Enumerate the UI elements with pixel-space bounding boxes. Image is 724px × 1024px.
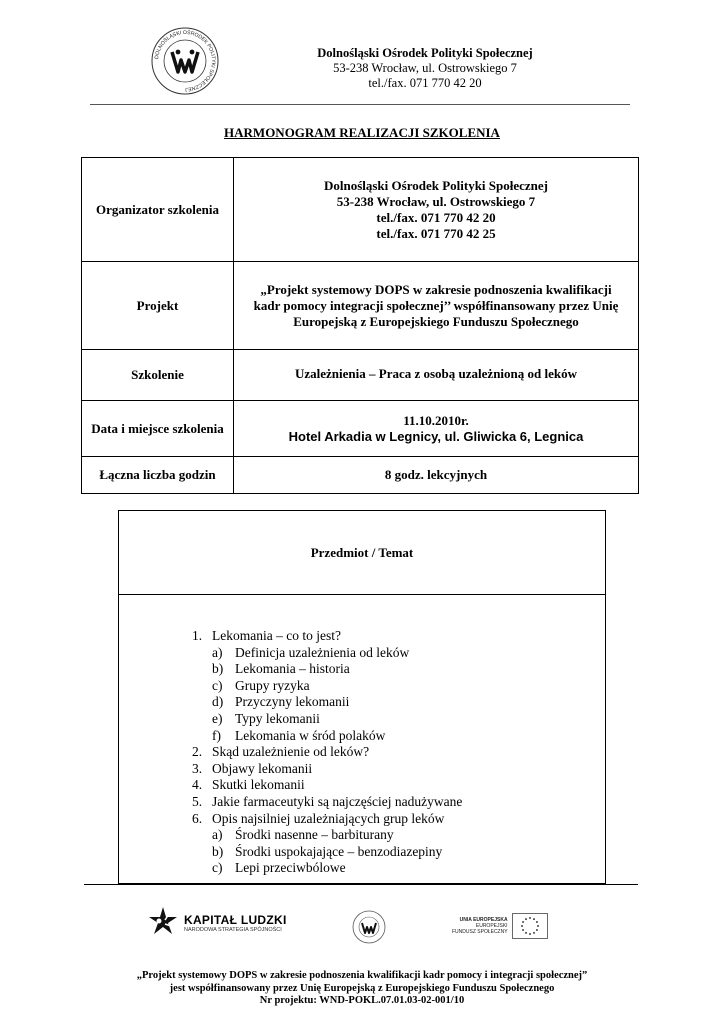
subitem-text: Środki nasenne – barbiturany <box>235 827 394 843</box>
project-label: Projekt <box>82 262 234 350</box>
topic-number: 1. <box>192 628 203 643</box>
eu-line3: FUNDUSZ SPOŁECZNY <box>452 929 508 935</box>
eu-flag-icon <box>512 913 548 939</box>
svg-text:DOLNOŚLĄSKI OŚRODEK POLITYKI S <box>154 28 216 92</box>
topic-subitem <box>192 694 462 711</box>
eu-line2: EUROPEJSKI <box>475 923 508 929</box>
organizer-phone1: tel./fax. 071 770 42 20 <box>376 209 496 225</box>
topic-item <box>192 744 462 761</box>
eu-star <box>522 929 524 931</box>
training-label: Szkolenie <box>82 350 234 401</box>
topic-text: Opis najsilniej uzależniających grup leków <box>212 810 445 826</box>
subitem-text: Lekomania w śród polaków <box>235 727 386 743</box>
topics-heading: Przedmiot / Temat <box>119 511 605 595</box>
footer-line1: „Projekt systemowy DOPS w zakresie podnoszenia kwalifikacji kadr pomocy i integracji społecznej” <box>136 970 588 981</box>
topic-number: 6. <box>192 810 203 826</box>
date-text: 11.10.2010r. <box>403 412 469 428</box>
topic-subitem <box>192 645 462 662</box>
subitem-letter: a) <box>212 644 223 660</box>
topic-number: 5. <box>192 793 203 809</box>
subitem-letter: f) <box>212 727 221 743</box>
eu-star <box>535 921 537 923</box>
subitem-letter: b) <box>212 661 224 677</box>
seal-text: DOLNOŚLĄSKI OŚRODEK POLITYKI SPOŁECZNEJ <box>154 29 217 93</box>
hours-value: 8 godz. lekcyjnych <box>234 457 639 494</box>
topic-text: Objawy lekomanii <box>212 760 313 776</box>
footer-block <box>0 970 724 1008</box>
info-table <box>81 157 639 494</box>
subitem-letter: c) <box>212 677 223 693</box>
eu-logo <box>452 913 548 939</box>
eu-star <box>522 921 524 923</box>
subitem-text: Grupy ryzyka <box>235 677 310 693</box>
topic-subitem <box>192 844 462 861</box>
subitem-text: Przyczyny lekomanii <box>235 694 350 710</box>
eu-star <box>525 932 527 934</box>
subitem-letter: c) <box>212 860 223 876</box>
dops-logo <box>150 26 220 96</box>
topic-item <box>192 794 462 811</box>
row-hours <box>82 457 639 494</box>
organizer-address: 53-238 Wrocław, ul. Ostrowskiego 7 <box>336 193 536 209</box>
subitem-text: Lepi przeciwbólowe <box>235 860 346 876</box>
topic-subitem <box>192 728 462 745</box>
topic-number: 3. <box>192 760 203 776</box>
header-address: 53-238 Wrocław, ul. Ostrowskiego 7 <box>333 61 517 75</box>
organizer-phone2: tel./fax. 071 770 42 25 <box>376 225 496 241</box>
subitem-letter: e) <box>212 710 223 726</box>
organizer-label: Organizator szkolenia <box>82 158 234 262</box>
organizer-value <box>234 158 639 262</box>
footer-line2: jest współfinansowany przez Unię Europejską z Europejskiego Funduszu Społecznego <box>169 982 555 994</box>
page-title: HARMONOGRAM REALIZACJI SZKOLENIA <box>224 125 500 140</box>
eu-star <box>533 932 535 934</box>
kapital-ludzki-subtitle: NARODOWA STRATEGIA SPÓJNOŚCI <box>184 927 282 933</box>
topic-subitem <box>192 661 462 678</box>
topic-number: 2. <box>192 744 203 760</box>
subitem-text: Lekomania – historia <box>235 661 350 677</box>
header-org: Dolnośląski Ośrodek Polityki Społecznej <box>317 46 533 60</box>
row-training <box>82 350 639 401</box>
topic-item <box>192 628 462 645</box>
footer-line3: Nr projektu: WND-POKL.07.01.03-02-001/10 <box>259 995 465 1006</box>
topic-text: Skąd uzależnienie od leków? <box>212 744 370 760</box>
place-text: Hotel Arkadia w Legnicy, ul. Gliwicka 6, Legnica <box>288 428 584 444</box>
eu-star <box>535 929 537 931</box>
row-date <box>82 401 639 457</box>
subitem-text: Typy lekomanii <box>235 710 320 726</box>
eu-star <box>521 925 523 927</box>
topic-text: Jakie farmaceutyki są najczęściej nadużywane <box>212 793 463 809</box>
eu-star <box>525 918 527 920</box>
eu-star <box>529 933 531 935</box>
training-value: Uzależnienia – Praca z osobą uzależnioną od leków <box>234 350 639 401</box>
hours-label: Łączna liczba godzin <box>82 457 234 494</box>
topic-item <box>192 777 462 794</box>
eu-star <box>533 918 535 920</box>
eu-star <box>537 925 539 927</box>
topic-number: 4. <box>192 777 203 793</box>
topics-list <box>192 628 462 877</box>
organizer-name: Dolnośląski Ośrodek Polityki Społecznej <box>323 177 549 193</box>
kapital-ludzki-icon <box>148 906 178 940</box>
topic-subitem <box>192 711 462 728</box>
project-value: „Projekt systemowy DOPS w zakresie podnoszenia kwalifikacji kadr pomocy integracji społecznej’’ współfinansowany przez Unię Europejską z Europejskiego Funduszu Społecznego <box>234 262 639 350</box>
subitem-letter: d) <box>212 694 224 710</box>
header-phone: tel./fax. 071 770 42 20 <box>368 76 482 90</box>
eu-line1: UNIA EUROPEJSKA <box>459 917 508 923</box>
eu-star <box>529 917 531 919</box>
topic-subitem <box>192 827 462 844</box>
topic-text: Skutki lekomanii <box>212 777 305 793</box>
topic-item <box>192 761 462 778</box>
subitem-text: Środki uspokajające – benzodiazepiny <box>235 843 443 859</box>
topic-item <box>192 811 462 828</box>
topic-subitem <box>192 678 462 695</box>
subitem-letter: b) <box>212 843 224 859</box>
topic-text: Lekomania – co to jest? <box>212 628 341 643</box>
footer-divider <box>84 884 638 885</box>
row-organizer <box>82 158 639 262</box>
dops-small-logo <box>352 910 386 944</box>
kapital-ludzki-title: KAPITAŁ LUDZKI <box>184 913 287 927</box>
subitem-text: Definicja uzależnienia od leków <box>235 644 410 660</box>
subitem-letter: a) <box>212 827 223 843</box>
header-address-block <box>250 46 600 91</box>
topic-subitem <box>192 860 462 877</box>
date-value <box>234 401 639 457</box>
header-divider <box>90 104 630 105</box>
row-project <box>82 262 639 350</box>
date-label: Data i miejsce szkolenia <box>82 401 234 457</box>
kapital-ludzki-logo <box>148 906 287 940</box>
